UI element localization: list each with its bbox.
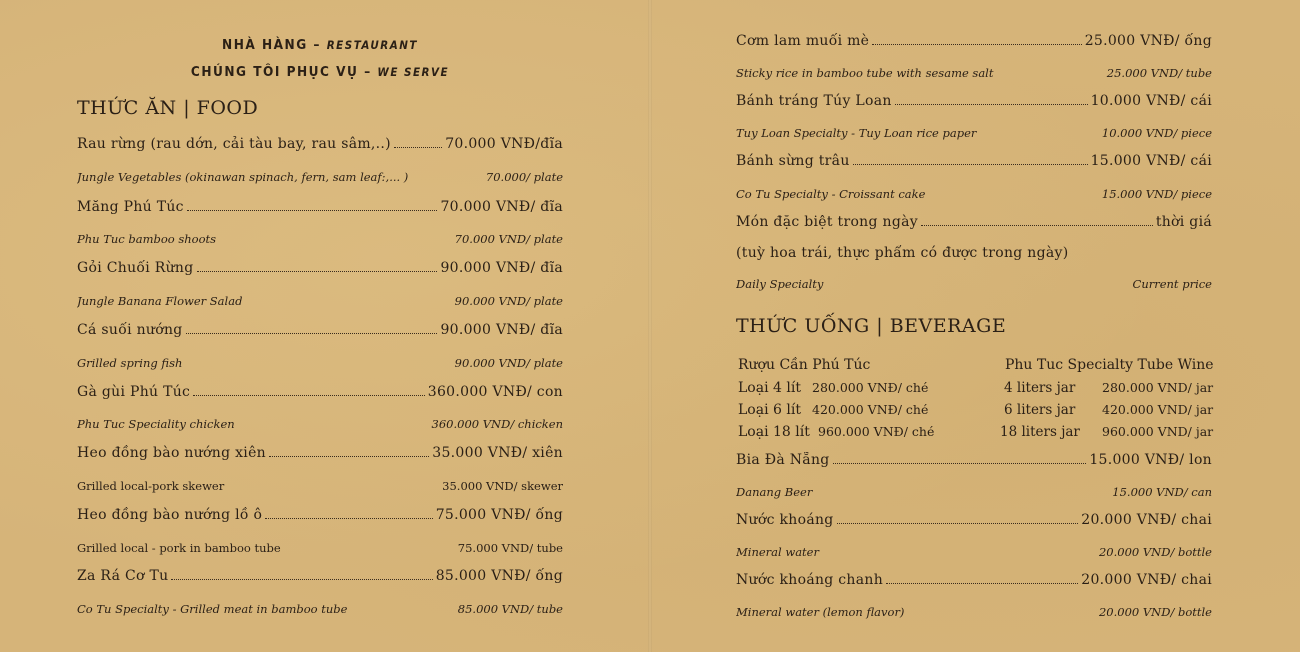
menu-item-en — [77, 602, 563, 616]
item-price: 25.000 VNĐ/ ống — [1084, 33, 1212, 49]
item-price-en: 85.000 VND/ tube — [457, 602, 563, 616]
item-name-en: Co Tu Specialty - Croissant cake — [736, 187, 926, 201]
item-name: Rau rừng (rau dớn, cải tàu bay, rau sâm,..) — [77, 136, 391, 152]
item-price: thời giá — [1155, 214, 1212, 230]
item-name-en: Daily Specialty — [736, 277, 824, 291]
item-name-en: Phu Tuc Speciality chicken — [77, 417, 235, 431]
menu-item-en — [736, 485, 1212, 499]
item-name: Nước khoáng — [736, 512, 834, 528]
dot-leader — [872, 44, 1081, 45]
item-price: 10.000 VNĐ/ cái — [1090, 93, 1212, 109]
item-price-en: 20.000 VND/ bottle — [1098, 605, 1212, 619]
item-name-en: Phu Tuc bamboo shoots — [77, 232, 217, 246]
dot-leader — [921, 225, 1153, 226]
item-price: 20.000 VNĐ/ chai — [1081, 572, 1212, 588]
item-name-en: Co Tu Specialty - Grilled meat in bamboo tube — [77, 602, 348, 616]
item-price-en: Current price — [1132, 277, 1212, 291]
wine-title-en: Phu Tuc Specialty Tube Wine — [1005, 357, 1214, 373]
item-price-en: 90.000 VND/ plate — [454, 294, 563, 308]
menu-item-vn — [77, 384, 563, 400]
menu-item-en — [736, 126, 1212, 140]
wine-size-vn: Loại 6 lít — [738, 402, 801, 418]
menu-item-en — [77, 356, 563, 370]
item-name-en: Grilled local-pork skewer — [77, 479, 225, 493]
item-name: Heo đồng bào nướng lồ ô — [77, 507, 263, 523]
item-name: Cá suối nướng — [77, 322, 183, 338]
wine-price-vn: 280.000 VNĐ/ ché — [812, 380, 929, 395]
beverage-section-title: THỨC UỐNG | BEVERAGE — [736, 315, 1007, 337]
menu-item-vn — [77, 260, 563, 276]
item-price: 20.000 VNĐ/ chai — [1081, 512, 1212, 528]
item-price: 70.000 VNĐ/đĩa — [445, 136, 563, 152]
menu-item-en — [77, 479, 563, 493]
dot-leader — [265, 518, 432, 519]
wine-price-en: 960.000 VND/ jar — [1102, 424, 1214, 439]
menu-item-en — [736, 605, 1212, 619]
item-price: 360.000 VNĐ/ con — [427, 384, 563, 400]
we-serve-heading — [77, 64, 563, 80]
wine-price-vn: 960.000 VNĐ/ ché — [818, 424, 935, 439]
wine-size-en: 18 liters jar — [1000, 424, 1080, 440]
dot-leader — [853, 164, 1088, 165]
heading-en: WE SERVE — [377, 65, 450, 79]
item-price: 15.000 VNĐ/ cái — [1090, 153, 1212, 169]
dot-leader — [886, 583, 1078, 584]
item-name-en: Jungle Vegetables (okinawan spinach, fern, sam leaf:,... ) — [77, 170, 409, 184]
item-name: Món đặc biệt trong ngày — [736, 214, 918, 230]
item-price: 85.000 VNĐ/ ống — [435, 568, 563, 584]
menu-item-en — [736, 66, 1212, 80]
item-name-en: Jungle Banana Flower Salad — [77, 294, 243, 308]
daily-special-en — [736, 277, 1212, 291]
item-name-en: Grilled local - pork in bamboo tube — [77, 541, 281, 555]
menu-item-en — [77, 170, 563, 184]
center-fold — [648, 0, 652, 652]
item-price-en: 35.000 VND/ skewer — [442, 479, 563, 493]
item-price-en: 15.000 VND/ can — [1112, 485, 1212, 499]
menu-item-vn — [77, 445, 563, 461]
item-price: 75.000 VNĐ/ ống — [435, 507, 563, 523]
item-name: Bia Đà Nẵng — [736, 452, 830, 468]
wine-size-vn: Loại 4 lít — [738, 380, 801, 396]
item-name: Gà gùi Phú Túc — [77, 384, 191, 400]
item-name-en: Mineral water — [736, 545, 819, 559]
wine-price-en: 280.000 VND/ jar — [1102, 380, 1214, 395]
menu-item-vn — [736, 93, 1212, 109]
item-name-en: Mineral water (lemon flavor) — [736, 605, 905, 619]
dot-leader — [833, 463, 1087, 464]
item-price-en: 70.000 VND/ plate — [454, 232, 563, 246]
dot-leader — [895, 104, 1088, 105]
item-name-en: Sticky rice in bamboo tube with sesame salt — [736, 66, 994, 80]
item-name: Măng Phú Túc — [77, 199, 184, 215]
menu-item-en — [77, 294, 563, 308]
menu-item-vn — [77, 568, 563, 584]
dot-leader — [186, 333, 438, 334]
menu-item-en — [736, 545, 1212, 559]
dot-leader — [269, 456, 429, 457]
item-name: Nước khoáng chanh — [736, 572, 884, 588]
item-price-en: 75.000 VND/ tube — [457, 541, 563, 555]
heading-vn: NHÀ HÀNG – — [222, 37, 327, 53]
menu-item-vn — [77, 136, 563, 152]
item-price-en: 70.000/ plate — [485, 170, 563, 184]
item-name-en: Danang Beer — [736, 485, 813, 499]
menu-item-vn — [736, 512, 1212, 528]
item-name: Bánh tráng Túy Loan — [736, 93, 892, 109]
dot-leader — [171, 579, 432, 580]
item-name-en: Tuy Loan Specialty - Tuy Loan rice paper — [736, 126, 977, 140]
daily-special-note — [736, 245, 1212, 261]
dot-leader — [193, 395, 425, 396]
dot-leader — [187, 210, 438, 211]
dot-leader — [837, 523, 1079, 524]
item-name: Za Rá Cơ Tu — [77, 568, 169, 584]
restaurant-heading — [77, 37, 563, 53]
daily-special-vn — [736, 214, 1212, 230]
item-price: 15.000 VNĐ/ lon — [1089, 452, 1212, 468]
item-price-en: 90.000 VND/ plate — [454, 356, 563, 370]
menu-item-vn — [77, 199, 563, 215]
wine-price-en: 420.000 VND/ jar — [1102, 402, 1214, 417]
heading-en: RESTAURANT — [326, 38, 418, 52]
item-price: 35.000 VNĐ/ xiên — [432, 445, 563, 461]
item-price: 70.000 VNĐ/ đĩa — [440, 199, 563, 215]
menu-item-vn — [736, 33, 1212, 49]
item-price: 90.000 VNĐ/ đĩa — [440, 260, 563, 276]
menu-item-vn — [77, 322, 563, 338]
item-name: Gỏi Chuối Rừng — [77, 260, 194, 276]
wine-size-en: 6 liters jar — [1004, 402, 1076, 418]
menu-item-en — [77, 417, 563, 431]
item-name: Heo đồng bào nướng xiên — [77, 445, 266, 461]
item-name: Cơm lam muối mè — [736, 33, 870, 49]
item-price-en: 25.000 VND/ tube — [1106, 66, 1212, 80]
dot-leader — [394, 147, 442, 148]
menu-item-en — [736, 187, 1212, 201]
item-name: Bánh sừng trâu — [736, 153, 850, 169]
item-price-en: 360.000 VND/ chicken — [431, 417, 563, 431]
item-price-en: 15.000 VND/ piece — [1101, 187, 1212, 201]
heading-vn: CHÚNG TÔI PHỤC VỤ – — [190, 64, 378, 80]
menu-item-en — [77, 541, 563, 555]
item-name-en: Grilled spring fish — [77, 356, 183, 370]
menu-item-en — [77, 232, 563, 246]
menu-item-vn — [736, 572, 1212, 588]
wine-price-vn: 420.000 VNĐ/ ché — [812, 402, 929, 417]
daily-note-text: (tuỳ hoa trái, thực phẩm có được trong ngày) — [736, 245, 1069, 261]
item-price-en: 10.000 VND/ piece — [1101, 126, 1212, 140]
item-price-en: 20.000 VND/ bottle — [1098, 545, 1212, 559]
wine-size-vn: Loại 18 lít — [738, 424, 810, 440]
wine-title-vn: Rượu Cần Phú Túc — [738, 357, 871, 373]
wine-size-en: 4 liters jar — [1004, 380, 1076, 396]
menu-item-vn — [736, 452, 1212, 468]
food-section-title: THỨC ĂN | FOOD — [77, 97, 259, 119]
dot-leader — [197, 271, 438, 272]
menu-item-vn — [77, 507, 563, 523]
item-price: 90.000 VNĐ/ đĩa — [440, 322, 563, 338]
menu-item-vn — [736, 153, 1212, 169]
